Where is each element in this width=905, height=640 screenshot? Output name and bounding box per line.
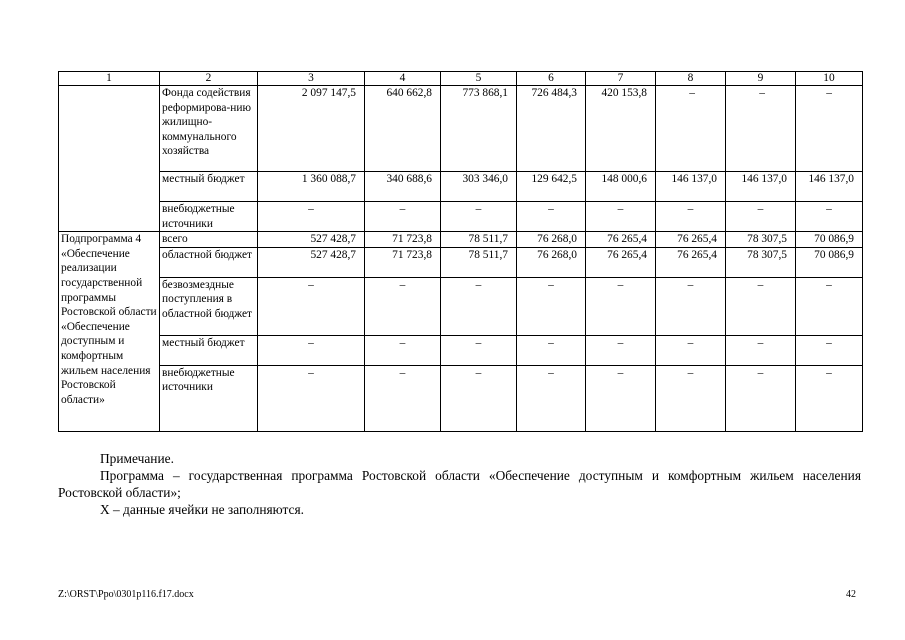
value-cell: – <box>258 202 365 232</box>
source-label: всего <box>160 232 258 248</box>
value-cell: – <box>796 365 863 431</box>
table-row <box>59 86 863 172</box>
value-cell: – <box>517 365 586 431</box>
source-label: внебюджетные источники <box>160 202 258 232</box>
table-header-row <box>59 72 863 86</box>
header-cell: 6 <box>517 72 586 86</box>
value-cell: 2 097 147,5 <box>258 86 365 172</box>
value-cell: – <box>517 277 586 335</box>
value-cell: 146 137,0 <box>726 172 796 202</box>
source-label: местный бюджет <box>160 335 258 365</box>
value-cell: 76 265,4 <box>586 232 656 248</box>
value-cell: – <box>726 202 796 232</box>
value-cell: 527 428,7 <box>258 247 365 277</box>
value-cell: 146 137,0 <box>656 172 726 202</box>
footer-file-path: Z:\ORST\Ppo\0301p116.f17.docx <box>58 589 194 600</box>
program-name-cell: Подпрограмма 4 «Обеспечение реализации государственной программы Ростовской области «Обеспечение доступным и комфортным жильем населения Ростовской области» <box>59 232 160 432</box>
header-cell: 7 <box>586 72 656 86</box>
notes-line-program: Программа – государственная программа Ростовской области «Обеспечение доступным и комфортным жильем населения Ростовской области»; <box>58 468 861 500</box>
value-cell: – <box>517 335 586 365</box>
value-cell: 71 723,8 <box>365 247 441 277</box>
value-cell: – <box>726 365 796 431</box>
value-cell: 70 086,9 <box>796 232 863 248</box>
source-label: местный бюджет <box>160 172 258 202</box>
value-cell: – <box>365 202 441 232</box>
value-cell: 76 265,4 <box>656 232 726 248</box>
notes-section <box>58 450 861 518</box>
value-cell: – <box>441 335 517 365</box>
value-cell: – <box>258 365 365 431</box>
notes-line-x: Х – данные ячейки не заполняются. <box>100 502 304 517</box>
value-cell: – <box>586 335 656 365</box>
value-cell: – <box>656 277 726 335</box>
value-cell: 146 137,0 <box>796 172 863 202</box>
value-cell: – <box>586 365 656 431</box>
value-cell: 76 265,4 <box>586 247 656 277</box>
value-cell: – <box>656 335 726 365</box>
table-row <box>59 247 863 277</box>
value-cell: – <box>441 202 517 232</box>
table-row <box>59 202 863 232</box>
value-cell: – <box>365 335 441 365</box>
value-cell: 76 265,4 <box>656 247 726 277</box>
source-label: внебюджетные источники <box>160 365 258 431</box>
footer-page-number: 42 <box>846 589 856 600</box>
value-cell: 76 268,0 <box>517 247 586 277</box>
value-cell: – <box>517 202 586 232</box>
notes-title: Примечание. <box>100 451 174 466</box>
value-cell: – <box>726 86 796 172</box>
value-cell: 70 086,9 <box>796 247 863 277</box>
value-cell: 71 723,8 <box>365 232 441 248</box>
value-cell: – <box>441 277 517 335</box>
header-cell: 8 <box>656 72 726 86</box>
value-cell: 76 268,0 <box>517 232 586 248</box>
source-label: безвозмездные поступления в областной бюджет <box>160 277 258 335</box>
table-row <box>59 277 863 335</box>
header-cell: 2 <box>160 72 258 86</box>
source-label: областной бюджет <box>160 247 258 277</box>
value-cell: 78 307,5 <box>726 247 796 277</box>
table-row <box>59 232 863 248</box>
value-cell: 773 868,1 <box>441 86 517 172</box>
empty-program-cell <box>59 86 160 232</box>
value-cell: 420 153,8 <box>586 86 656 172</box>
value-cell: – <box>726 277 796 335</box>
value-cell: – <box>656 202 726 232</box>
header-cell: 5 <box>441 72 517 86</box>
value-cell: 148 000,6 <box>586 172 656 202</box>
source-label: Фонда содействия реформирова-нию жилищно-коммунального хозяйства <box>160 86 258 172</box>
value-cell: 78 511,7 <box>441 247 517 277</box>
header-cell: 10 <box>796 72 863 86</box>
value-cell: – <box>796 86 863 172</box>
value-cell: 78 511,7 <box>441 232 517 248</box>
value-cell: – <box>726 335 796 365</box>
table-row <box>59 365 863 431</box>
value-cell: – <box>365 365 441 431</box>
header-cell: 1 <box>59 72 160 86</box>
value-cell: 1 360 088,7 <box>258 172 365 202</box>
value-cell: – <box>656 365 726 431</box>
value-cell: 340 688,6 <box>365 172 441 202</box>
value-cell: – <box>796 335 863 365</box>
value-cell: 527 428,7 <box>258 232 365 248</box>
table-row <box>59 172 863 202</box>
value-cell: 78 307,5 <box>726 232 796 248</box>
value-cell: 303 346,0 <box>441 172 517 202</box>
budget-table <box>58 71 863 432</box>
value-cell: – <box>796 202 863 232</box>
value-cell: – <box>586 202 656 232</box>
value-cell: – <box>441 365 517 431</box>
header-cell: 9 <box>726 72 796 86</box>
value-cell: – <box>796 277 863 335</box>
value-cell: 726 484,3 <box>517 86 586 172</box>
value-cell: – <box>258 335 365 365</box>
header-cell: 4 <box>365 72 441 86</box>
header-cell: 3 <box>258 72 365 86</box>
table-row <box>59 335 863 365</box>
value-cell: – <box>656 86 726 172</box>
value-cell: – <box>586 277 656 335</box>
value-cell: – <box>365 277 441 335</box>
value-cell: 129 642,5 <box>517 172 586 202</box>
value-cell: 640 662,8 <box>365 86 441 172</box>
value-cell: – <box>258 277 365 335</box>
